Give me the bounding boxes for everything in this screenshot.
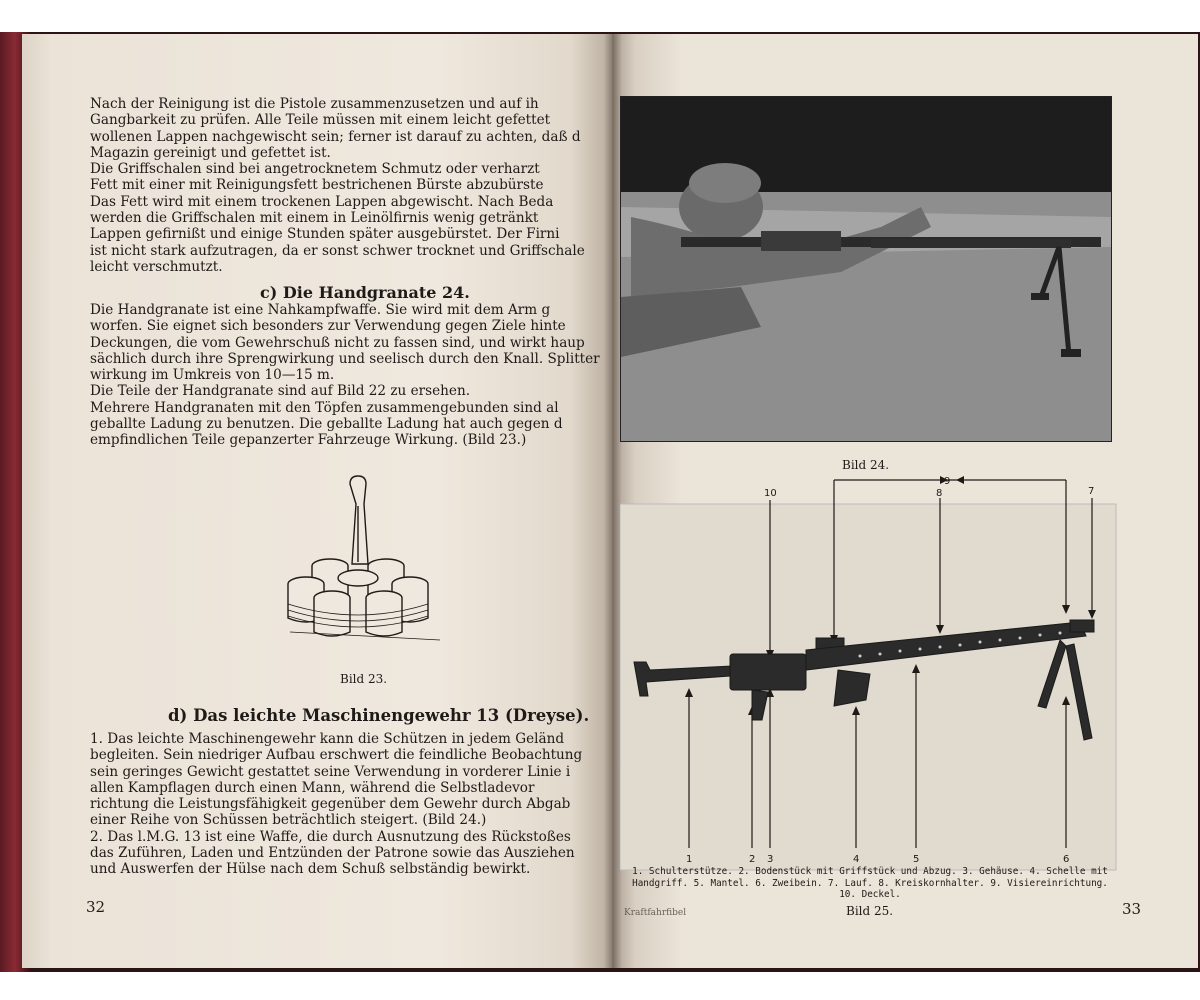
left-paragraph-pistol-cleaning: Nach der Reinigung ist die Pistole zusammenzusetzen und auf ih Gangbarkeit zu prüfen. Alle Teile müssen mit einem leicht gefettet wollenen Lappen nachgewischt sein; ferner ist darauf zu achten, daß d Magazin gereinigt und gefettet ist. Die Griffschalen sind bei angetrocknetem Schmutz oder verharzt Fett mit einer mit Reinigungsfett bestrichenen Bürste abzubürste Das Fett wird mit einem trockenen Lappen abgewischt. Nach Beda werden die Griffschalen mit einem in Leinölfirnis wenig getränkt Lappen gefirnißt und einige Stunden später ausgebürstet. Der Firni ist nicht stark aufzutragen, da er sonst schwer trocknet und Griffschale leicht verschmutzt. — [90, 96, 585, 275]
diagram-label-8: 8 — [936, 488, 943, 499]
left-paragraph-hand-grenade: Die Handgranate ist eine Nahkampfwaffe. Sie wird mit dem Arm g worfen. Sie eignet sich besonders zur Verwendung gegen Ziele hinte Deckungen, die vom Gewehrschuß nicht zu fassen sind, und wirkt haup sächlich durch ihre Sprengwirkung und seelisch durch den Knall. Splitter wirkung im Umkreis von 10—15 m. Die Teile der Handgranate sind auf Bild 22 zu ersehen. Mehrere Handgranaten mit den Töpfen zusammengebunden sind al geballte Ladung zu benutzen. Die geballte Ladung hat auch gegen d empfindlichen Teile gepanzerter Fahrzeuge Wirkung. (Bild 23.) — [90, 302, 600, 449]
diagram-label-6: 6 — [1063, 854, 1070, 865]
heading-hand-grenade: c) Die Handgranate 24. — [260, 283, 470, 302]
diagram-label-2: 2 — [749, 854, 756, 865]
diagram-label-10: 10 — [764, 488, 777, 499]
footer-book-title: Kraftfahrfibel — [624, 908, 687, 918]
diagram-label-3: 3 — [767, 854, 774, 865]
diagram-label-9: 9 — [944, 476, 951, 487]
diagram-label-4: 4 — [853, 854, 860, 865]
figure-24-caption: Bild 24. — [842, 458, 890, 472]
diagram-label-1: 1 — [686, 854, 693, 865]
figure-24-photograph — [620, 96, 1112, 442]
diagram-label-5: 5 — [913, 854, 920, 865]
figure-25-caption: Bild 25. — [846, 904, 894, 918]
soldier-with-machine-gun-photo — [621, 97, 1111, 441]
figure-25-machine-gun-diagram — [620, 470, 1120, 910]
heading-light-machine-gun: d) Das leichte Maschinengewehr 13 (Dreyse). — [168, 706, 590, 725]
right-page-number: 33 — [1122, 900, 1142, 918]
grenade-bundle-illustration — [280, 470, 470, 660]
left-paragraph-machine-gun: 1. Das leichte Maschinengewehr kann die Schützen in jedem Geländ begleiten. Sein niedriger Aufbau erschwert die feindliche Beobachtung sein geringes Gewicht gestattet seine Verwendung in vorderer Linie i allen Kampflagen durch einen Mann, während die Selbstladevor richtung die Leistungsfähigkeit gegenüber dem Gewehr durch Abgab einer Reihe von Schüssen beträchtlich steigert. (Bild 24.) 2. Das l.M.G. 13 ist eine Waffe, die durch Ausnutzung des Rückstoßes das Zuführen, Laden und Entzünden der Patrone sowie das Ausziehen und Auswerfen der Hülse nach dem Schuß selbständig bewirkt. — [90, 731, 583, 878]
figure-25-legend: 1. Schulterstütze. 2. Bodenstück mit Griffstück und Abzug. 3. Gehäuse. 4. Schelle mit Handgriff. 5. Mantel. 6. Zweibein. 7. Lauf. 8. Kreiskornhalter. 9. Visiereinrichtung. 10. Deckel. — [632, 866, 1108, 900]
figure-23-caption: Bild 23. — [340, 672, 388, 686]
left-page-number: 32 — [86, 898, 106, 916]
diagram-label-7: 7 — [1088, 486, 1095, 497]
